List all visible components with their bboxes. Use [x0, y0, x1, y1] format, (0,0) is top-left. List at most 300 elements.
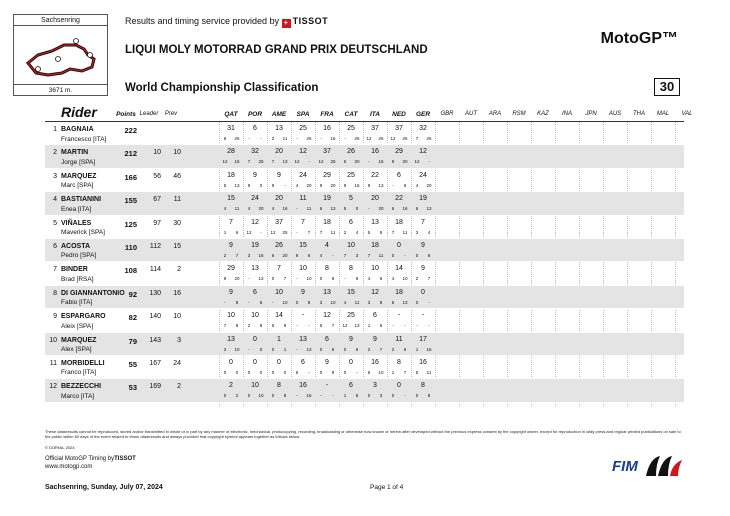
- sprint-points: 0: [271, 276, 275, 282]
- race-points: -: [308, 159, 310, 165]
- rider-points: 110: [124, 242, 137, 252]
- rider-first-name-country: Pedro [SPA]: [61, 252, 97, 260]
- race-points: 16: [402, 206, 408, 212]
- gap-to-leader: 97: [153, 219, 161, 227]
- motogp-brand: MotoGP™: [600, 30, 678, 47]
- sprint-points: 12: [366, 136, 372, 141]
- race-total-points: 18: [323, 218, 331, 226]
- race-cell-qat: [219, 262, 243, 284]
- leader-column-header: Leader: [139, 111, 159, 117]
- race-points: 25: [234, 136, 240, 141]
- race-cell-fra: [315, 216, 339, 238]
- race-cell-por: [243, 286, 267, 308]
- race-points: 25: [426, 136, 432, 141]
- race-cell-ger: [411, 216, 435, 238]
- race-points: 0: [259, 369, 263, 375]
- rider-position: 9: [53, 313, 57, 321]
- race-points: 0: [355, 206, 359, 212]
- race-cell-ger: [411, 192, 435, 214]
- race-cell-por: [243, 262, 267, 284]
- table-row: [45, 309, 684, 332]
- race-points: 9: [283, 323, 287, 329]
- race-total-points: 2: [229, 382, 233, 390]
- race-cell-ned: [387, 169, 411, 191]
- race-cell-cat: [339, 333, 363, 355]
- race-cell-cat: [339, 216, 363, 238]
- race-total-points: 9: [325, 358, 329, 366]
- rider-name: MARQUEZ: [61, 336, 97, 344]
- race-cell-ita: [363, 169, 387, 191]
- sprint-points: -: [368, 206, 370, 212]
- race-points: 25: [402, 136, 408, 141]
- race-header-por: POR: [247, 111, 263, 118]
- race-header-aus: AUS: [608, 111, 622, 117]
- sprint-points: -: [296, 229, 298, 235]
- race-points: 9: [235, 299, 239, 305]
- race-total-points: 6: [301, 358, 305, 366]
- race-total-points: 25: [347, 171, 355, 179]
- race-points: 16: [258, 252, 264, 258]
- race-cell-ita: [363, 262, 387, 284]
- race-cell-por: [243, 122, 267, 144]
- race-total-points: -: [421, 312, 425, 320]
- race-total-points: 29: [323, 171, 331, 179]
- gap-to-leader: 10: [153, 149, 161, 157]
- race-cell-cat: [339, 192, 363, 214]
- race-points: -: [332, 393, 334, 399]
- race-points: 4: [355, 229, 359, 235]
- table-row: [45, 356, 684, 379]
- sprint-points: 9: [319, 182, 323, 188]
- sprint-points: 3: [367, 299, 371, 305]
- race-points: 16: [234, 159, 240, 165]
- race-total-points: 14: [395, 265, 403, 273]
- classification-title: World Championship Classification: [125, 82, 319, 94]
- gap-to-leader: 140: [149, 313, 161, 321]
- race-cell-ned: [387, 122, 411, 144]
- race-points: 0: [235, 369, 239, 375]
- sprint-points: 2: [247, 323, 251, 329]
- rider-points: 82: [128, 313, 137, 323]
- rider-points: 108: [124, 266, 137, 276]
- race-total-points: 6: [253, 288, 257, 296]
- race-total-points: 8: [397, 358, 401, 366]
- rider-column-header: Rider: [61, 104, 97, 120]
- race-cell-ita: [363, 286, 387, 308]
- rider-position: 11: [49, 359, 57, 367]
- rider-name: ACOSTA: [61, 242, 91, 250]
- race-points: -: [404, 323, 406, 329]
- table-row: [45, 122, 684, 145]
- rider-first-name-country: Maverick [SPA]: [61, 229, 105, 237]
- race-points: -: [260, 136, 262, 141]
- sprint-points: 4: [343, 299, 347, 305]
- sprint-points: 5: [415, 369, 419, 375]
- sprint-points: 5: [343, 206, 347, 212]
- race-points: 20: [258, 206, 264, 212]
- sprint-points: 7: [343, 252, 347, 258]
- race-points: 10: [402, 276, 408, 282]
- race-cell-ame: [267, 356, 291, 378]
- race-total-points: 6: [373, 312, 377, 320]
- race-points: 8: [283, 393, 287, 399]
- race-cell-por: [243, 192, 267, 214]
- sprint-points: 4: [271, 206, 275, 212]
- race-cell-spa: [291, 356, 315, 378]
- race-cell-por: [243, 333, 267, 355]
- race-cell-por: [243, 145, 267, 167]
- race-total-points: 16: [371, 358, 379, 366]
- race-header-gbr: GBR: [440, 111, 454, 117]
- race-total-points: 0: [253, 335, 257, 343]
- gap-to-leader: 67: [153, 196, 161, 204]
- race-cell-spa: [291, 286, 315, 308]
- sprint-points: 0: [271, 369, 275, 375]
- race-total-points: 26: [347, 148, 355, 156]
- race-cell-spa: [291, 333, 315, 355]
- gap-to-previous: 11: [173, 196, 181, 204]
- race-cell-ame: [267, 333, 291, 355]
- sprint-points: 3: [319, 299, 323, 305]
- race-total-points: 13: [227, 335, 235, 343]
- sprint-points: 6: [319, 206, 323, 212]
- race-points: -: [404, 393, 406, 399]
- race-cell-spa: [291, 262, 315, 284]
- sprint-points: 1: [391, 369, 395, 375]
- sprint-points: 0: [271, 393, 275, 399]
- race-cell-spa: [291, 192, 315, 214]
- race-points: -: [260, 229, 262, 235]
- race-points: 9: [331, 369, 335, 375]
- race-points: 7: [331, 323, 335, 329]
- gap-to-previous: 30: [173, 219, 181, 227]
- race-points: 6: [235, 229, 239, 235]
- race-points: 9: [307, 299, 311, 305]
- race-cell-cat: [339, 379, 363, 401]
- race-cell-fra: [315, 379, 339, 401]
- race-points: 2: [235, 393, 239, 399]
- race-cell-ned: [387, 192, 411, 214]
- rider-first-name-country: Francesco [ITA]: [61, 135, 107, 143]
- rider-name: MORBIDELLI: [61, 359, 105, 367]
- race-total-points: 13: [299, 335, 307, 343]
- race-cell-cat: [339, 145, 363, 167]
- race-cell-por: [243, 216, 267, 238]
- race-cell-qat: [219, 286, 243, 308]
- race-total-points: 0: [277, 358, 281, 366]
- race-cell-fra: [315, 239, 339, 261]
- race-total-points: 29: [227, 265, 235, 273]
- race-total-points: 25: [299, 125, 307, 132]
- sprint-points: 5: [367, 229, 371, 235]
- race-total-points: 6: [349, 218, 353, 226]
- sprint-points: 12: [390, 136, 396, 141]
- race-total-points: 20: [275, 195, 283, 203]
- website-link[interactable]: www.motogp.com: [45, 464, 93, 470]
- sprint-points: 4: [295, 182, 299, 188]
- rider-name: MARTIN: [61, 149, 89, 157]
- sprint-points: 0: [223, 393, 227, 399]
- race-total-points: 37: [323, 148, 331, 156]
- race-cell-ita: [363, 239, 387, 261]
- sprint-points: 12: [246, 229, 252, 235]
- sprint-points: 9: [295, 252, 299, 258]
- race-total-points: 8: [325, 265, 329, 273]
- race-cell-spa: [291, 122, 315, 144]
- race-total-points: 12: [323, 312, 331, 320]
- gap-to-previous: 3: [177, 336, 181, 344]
- gap-to-previous: 24: [173, 359, 181, 367]
- sprint-points: 0: [343, 346, 347, 352]
- sprint-points: -: [248, 276, 250, 282]
- race-total-points: 37: [275, 218, 283, 226]
- race-total-points: 13: [371, 218, 379, 226]
- sprint-points: 9: [247, 182, 251, 188]
- race-cell-fra: [315, 262, 339, 284]
- rider-position: 10: [49, 336, 57, 344]
- race-points: 1: [283, 346, 287, 352]
- rider-first-name-country: Aleix [SPA]: [61, 322, 94, 330]
- race-total-points: 18: [395, 218, 403, 226]
- race-cell-ger: [411, 333, 435, 355]
- sprint-points: 1: [415, 346, 419, 352]
- race-total-points: 12: [299, 148, 307, 156]
- sprint-points: 0: [391, 252, 395, 258]
- rider-points: 166: [124, 172, 137, 182]
- race-cell-fra: [315, 169, 339, 191]
- sprint-points: 3: [247, 252, 251, 258]
- rider-first-name-country: Enea [ITA]: [61, 205, 92, 213]
- sprint-points: 9: [391, 159, 395, 165]
- race-cell-ned: [387, 309, 411, 331]
- race-cell-ger: [411, 122, 435, 144]
- race-total-points: 15: [299, 241, 307, 249]
- event-date: Sachsenring, Sunday, July 07, 2024: [45, 484, 163, 491]
- race-total-points: 9: [229, 288, 233, 296]
- sprint-points: -: [296, 136, 298, 141]
- race-points: 7: [379, 346, 383, 352]
- sprint-points: 0: [415, 393, 419, 399]
- race-points: 7: [427, 276, 431, 282]
- race-total-points: 10: [371, 265, 379, 273]
- race-cell-ned: [387, 379, 411, 401]
- race-total-points: -: [301, 312, 305, 320]
- race-cell-spa: [291, 145, 315, 167]
- race-points: 6: [379, 276, 383, 282]
- race-points: 25: [306, 136, 312, 141]
- sprint-points: 7: [223, 323, 227, 329]
- race-header-qat: QAT: [224, 111, 238, 118]
- rider-points: 125: [124, 219, 137, 229]
- sprint-points: -: [320, 136, 322, 141]
- race-cell-ger: [411, 379, 435, 401]
- rider-name: MARQUEZ: [61, 172, 97, 180]
- race-total-points: 6: [253, 125, 257, 132]
- race-header-mal: MAL: [656, 111, 670, 117]
- gp-name: LIQUI MOLY MOTORRAD GRAND PRIX DEUTSCHLAND: [125, 44, 428, 56]
- sprint-points: 2: [367, 346, 371, 352]
- sprint-points: -: [296, 276, 298, 282]
- race-header-tha: THA: [633, 111, 645, 117]
- sprint-points: 6: [343, 159, 347, 165]
- race-cell-ame: [267, 379, 291, 401]
- race-cell-cat: [339, 169, 363, 191]
- race-points: 20: [402, 159, 408, 165]
- race-header-ger: GER: [415, 111, 431, 118]
- race-cell-qat: [219, 192, 243, 214]
- race-points: 13: [258, 276, 264, 282]
- sprint-points: -: [248, 346, 250, 352]
- race-total-points: 12: [371, 288, 379, 296]
- race-header-val: VAL: [681, 111, 693, 117]
- race-cell-ita: [363, 309, 387, 331]
- race-total-points: 24: [299, 171, 307, 179]
- race-cell-fra: [315, 309, 339, 331]
- page-of: Page 1 of 4: [370, 484, 404, 491]
- sprint-points: 4: [367, 276, 371, 282]
- race-points: 9: [355, 346, 359, 352]
- race-points: 9: [379, 299, 383, 305]
- race-points: 20: [378, 206, 384, 212]
- race-cell-ita: [363, 216, 387, 238]
- sprint-points: -: [224, 299, 226, 305]
- race-points: 7: [403, 369, 407, 375]
- race-points: 20: [234, 276, 240, 282]
- race-total-points: 26: [275, 241, 283, 249]
- table-row: [45, 333, 684, 356]
- race-total-points: 7: [277, 265, 281, 273]
- race-cell-por: [243, 379, 267, 401]
- race-points: 11: [306, 206, 312, 212]
- sprint-points: 9: [343, 182, 347, 188]
- race-total-points: 10: [227, 312, 235, 320]
- race-points: 11: [378, 252, 384, 258]
- rider-points: 79: [128, 336, 137, 346]
- sprint-points: -: [392, 182, 394, 188]
- race-points: 16: [354, 182, 360, 188]
- race-points: 25: [354, 136, 360, 141]
- sprint-points: 2: [415, 276, 419, 282]
- race-total-points: 18: [395, 288, 403, 296]
- race-points: -: [404, 252, 406, 258]
- copyright-text: © DORNA, 2024: [45, 445, 75, 450]
- race-points: 4: [427, 229, 431, 235]
- race-cell-cat: [339, 122, 363, 144]
- gap-to-previous: 15: [173, 242, 181, 250]
- standings-table: [45, 122, 684, 403]
- sprint-points: 0: [247, 369, 251, 375]
- race-total-points: -: [325, 382, 329, 390]
- rider-name: BASTIANINI: [61, 196, 102, 204]
- race-cell-ned: [387, 356, 411, 378]
- race-cell-ame: [267, 145, 291, 167]
- race-cell-fra: [315, 122, 339, 144]
- race-total-points: 6: [397, 171, 401, 179]
- race-points: -: [284, 182, 286, 188]
- sprint-points: 3: [415, 229, 419, 235]
- rider-points: 212: [124, 149, 137, 159]
- rider-name: BEZZECCHI: [61, 383, 102, 391]
- race-header-cat: CAT: [344, 111, 358, 118]
- race-cell-ger: [411, 309, 435, 331]
- race-points: 11: [282, 136, 288, 141]
- sprint-points: 6: [295, 369, 299, 375]
- race-total-points: 13: [323, 288, 331, 296]
- race-total-points: 10: [251, 312, 259, 320]
- race-points: 0: [259, 182, 263, 188]
- track-length: 3671 m.: [14, 84, 107, 95]
- race-total-points: 10: [299, 265, 307, 273]
- sprint-points: 7: [271, 159, 275, 165]
- race-points: 0: [259, 346, 263, 352]
- gap-to-previous: 10: [173, 149, 181, 157]
- race-cell-fra: [315, 286, 339, 308]
- race-cell-spa: [291, 379, 315, 401]
- race-cell-por: [243, 169, 267, 191]
- race-total-points: 4: [325, 241, 329, 249]
- race-points: 11: [426, 369, 432, 375]
- race-total-points: 16: [371, 148, 379, 156]
- rider-points: 222: [124, 126, 137, 135]
- rider-first-name-country: Franco [ITA]: [61, 369, 97, 377]
- race-points: 6: [403, 182, 407, 188]
- race-cell-ger: [411, 145, 435, 167]
- race-points: 0: [283, 369, 287, 375]
- race-total-points: 16: [299, 382, 307, 390]
- race-total-points: 29: [395, 148, 403, 156]
- race-points: 3: [379, 393, 383, 399]
- race-total-points: 9: [277, 171, 281, 179]
- race-points: 7: [235, 252, 239, 258]
- race-cell-ita: [363, 356, 387, 378]
- race-total-points: 8: [349, 265, 353, 273]
- race-points: 6: [259, 299, 263, 305]
- race-cell-por: [243, 309, 267, 331]
- race-total-points: 0: [349, 358, 353, 366]
- race-header-ned: NED: [392, 111, 406, 118]
- sprint-points: 0: [415, 299, 419, 305]
- race-total-points: 20: [275, 148, 283, 156]
- race-cell-ita: [363, 333, 387, 355]
- race-total-points: 32: [251, 148, 259, 156]
- race-total-points: 0: [229, 358, 233, 366]
- sprint-points: 7: [391, 229, 395, 235]
- race-total-points: 25: [347, 312, 355, 320]
- gap-to-leader: 56: [153, 172, 161, 180]
- race-total-points: 15: [347, 288, 355, 296]
- fim-logo: FIM: [612, 458, 638, 475]
- race-cell-ita: [363, 379, 387, 401]
- race-header-ina: INA: [561, 111, 572, 117]
- sprint-points: 0: [295, 299, 299, 305]
- rider-position: 3: [53, 172, 57, 180]
- rider-position: 6: [53, 242, 57, 250]
- disclaimer-text: These data/results cannot be reproduced, stored and/or transmitted in whole or in part by any manner of electronic, mechanical, photocopying, recording, broadcasting or otherwise now known or herein after developed without the previous express consent by the copyright owner, except for reproduction in daily press and regular printed publications on sale to the public within 60 days of the event related to those data/results and always provided that copyright symbol appears together as follows below.: [45, 429, 681, 439]
- sprint-points: 4: [415, 182, 419, 188]
- race-total-points: 7: [421, 218, 425, 226]
- race-cell-qat: [219, 239, 243, 261]
- race-cell-ita: [363, 145, 387, 167]
- race-cell-ame: [267, 169, 291, 191]
- race-cell-ger: [411, 286, 435, 308]
- race-points: 11: [354, 299, 360, 305]
- official-timing-text: Official MotoGP Timing by: [45, 456, 115, 462]
- table-row: [45, 192, 684, 215]
- race-total-points: 16: [419, 358, 427, 366]
- sprint-points: 4: [391, 276, 395, 282]
- race-total-points: 6: [349, 382, 353, 390]
- race-total-points: 22: [371, 171, 379, 179]
